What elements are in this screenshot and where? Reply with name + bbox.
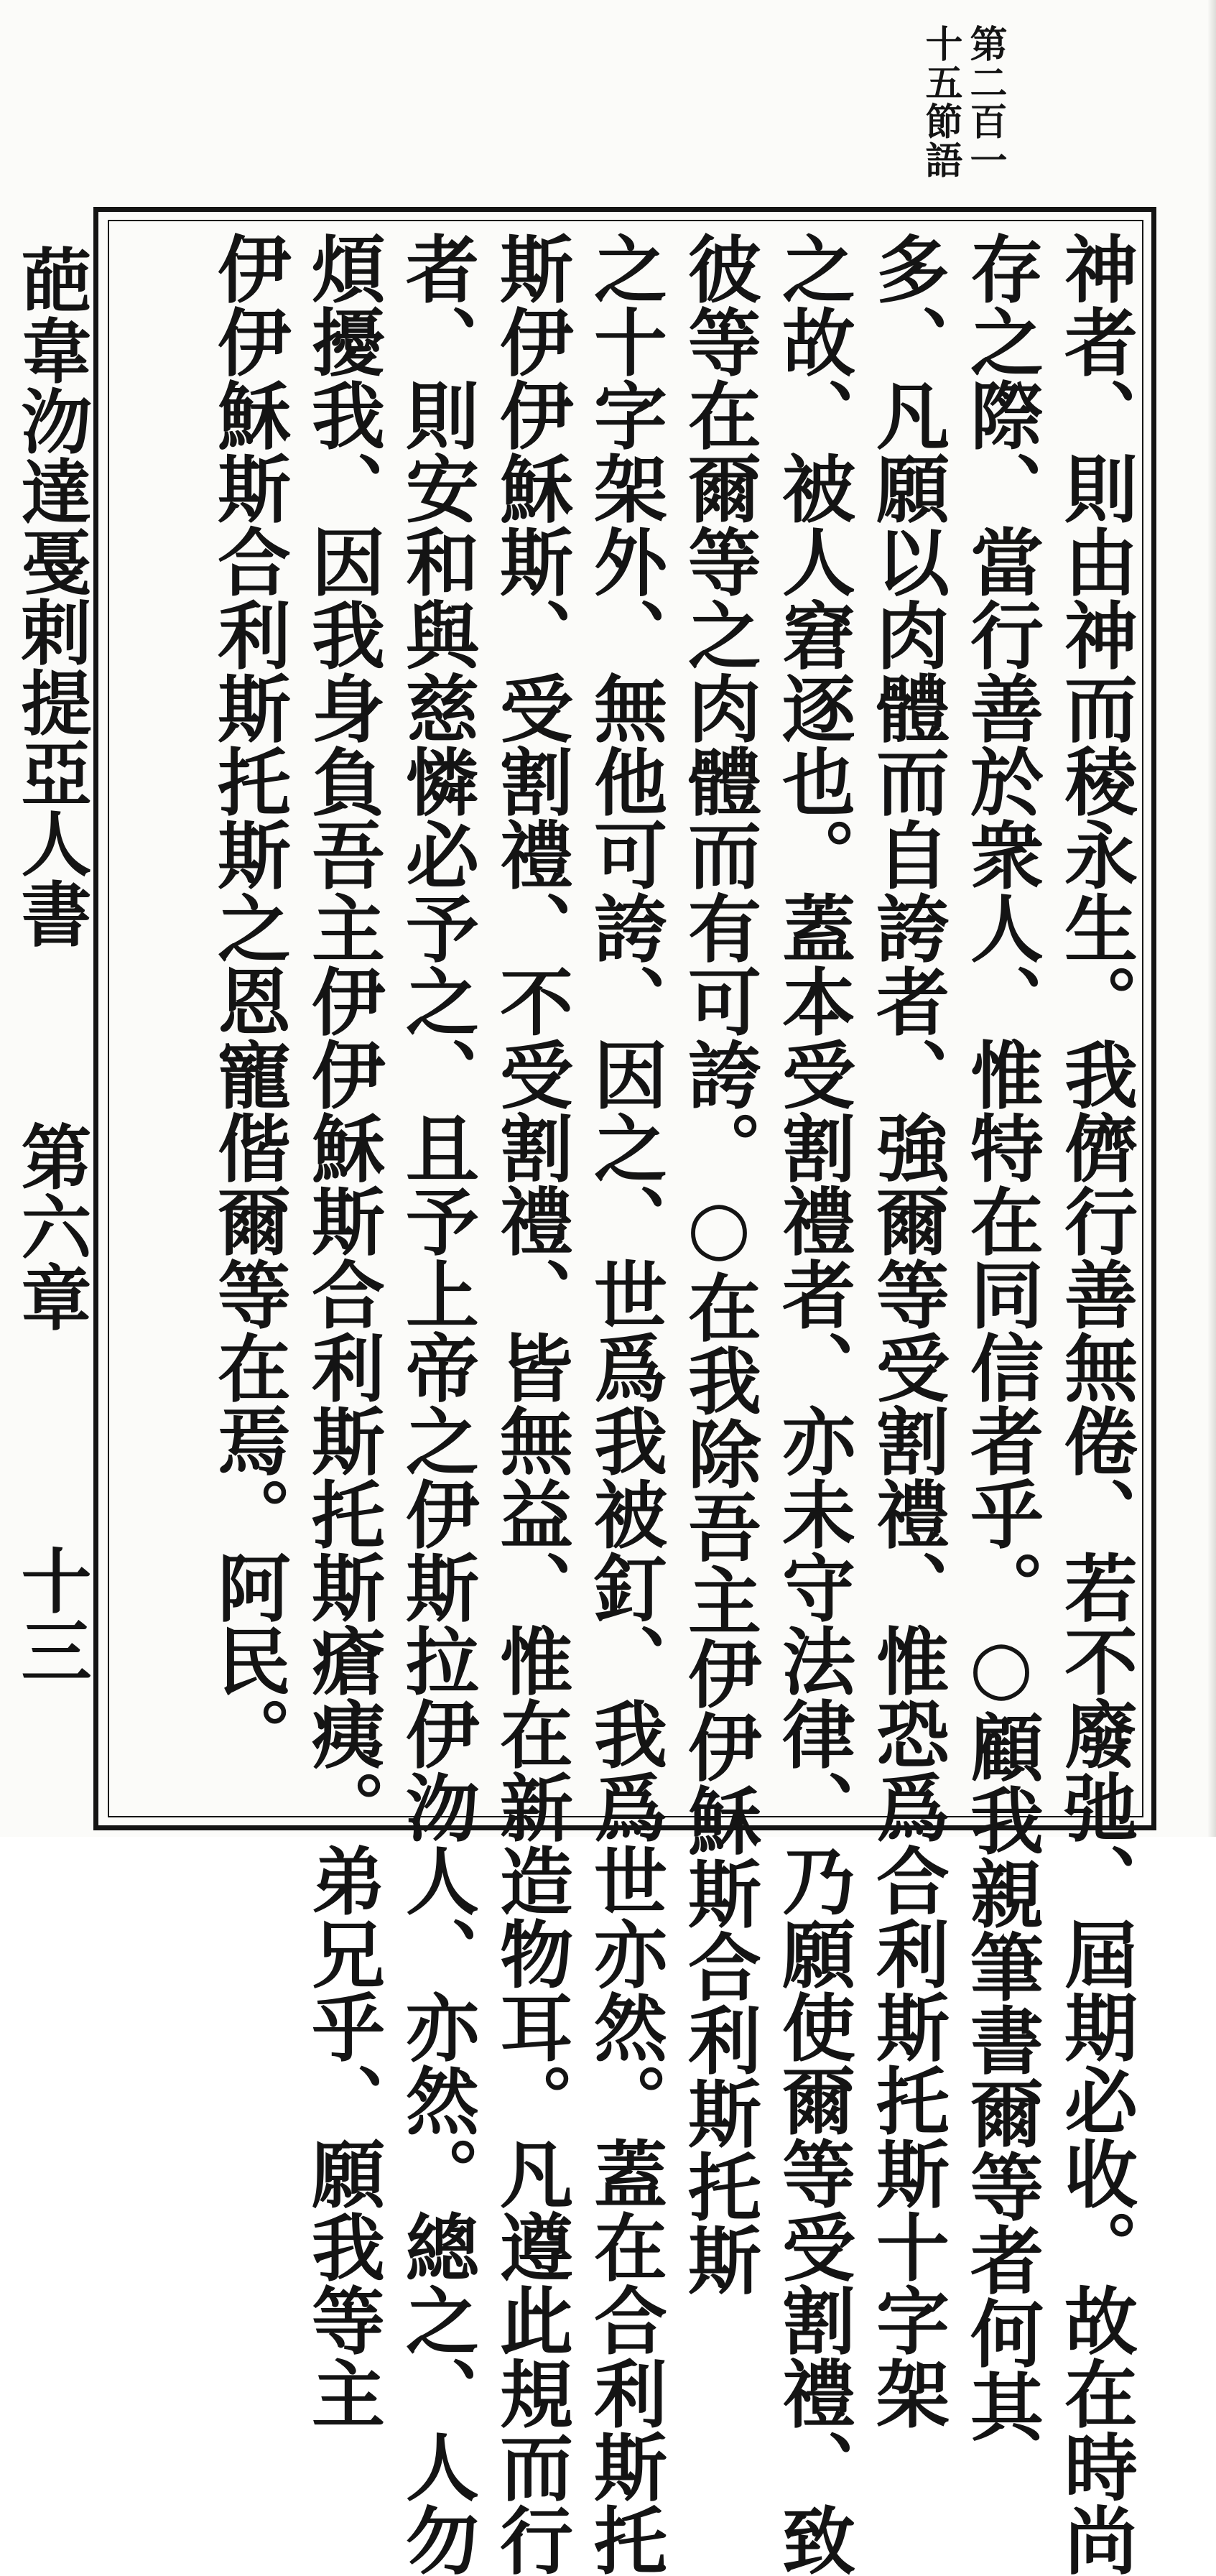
text-column: 多、凡願以肉體而自誇者、強爾等受割禮、惟恐爲合利斯托斯十字架 [864,231,950,2429]
text-column: 伊伊穌斯合利斯托斯之恩寵偕爾等在焉。阿民。 [205,231,292,1770]
text-column: 斯伊伊穌斯、受割禮、不受割禮、皆無益、惟在新造物耳。凡遵此規而行 [488,231,574,2576]
text-column: 煩擾我、因我身負吾主伊伊穌斯合利斯托斯瘡痍。弟兄乎、願我等主 [300,231,386,2429]
book-title: 葩韋沕達戞剌提亞人書 [9,244,92,948]
text-column: 神者、則由神而稜永生。我儕行善無倦、若不廢弛、屆期必收。故在時尚 [1052,231,1138,2576]
top-reading-note: 第二百一十五節語 [919,24,1007,180]
page-number: 十三 [9,1544,92,1685]
text-column: 之故、被人窘逐也。蓋本受割禮者、亦未守法律、乃願使爾等受割禮、致 [770,231,856,2576]
text-column: 存之際、當行善於衆人、惟特在同信者乎。○顧我親筆書爾等者何其 [958,231,1044,2442]
main-text [205,231,1142,2576]
text-column: 彼等在爾等之肉體而有可誇。○在我除吾主伊伊穌斯合利斯托斯 [676,231,762,2296]
text-column: 者、則安和與慈憐必予之、且予上帝之伊斯拉伊沕人、亦然。總之、人勿 [394,231,480,2576]
text-column: 之十字架外、無他可誇、因之、世爲我被釘、我爲世亦然。蓋在合利斯托 [582,231,668,2576]
chapter-label: 第六章 [9,1121,92,1332]
scan-edge [1207,0,1216,1837]
